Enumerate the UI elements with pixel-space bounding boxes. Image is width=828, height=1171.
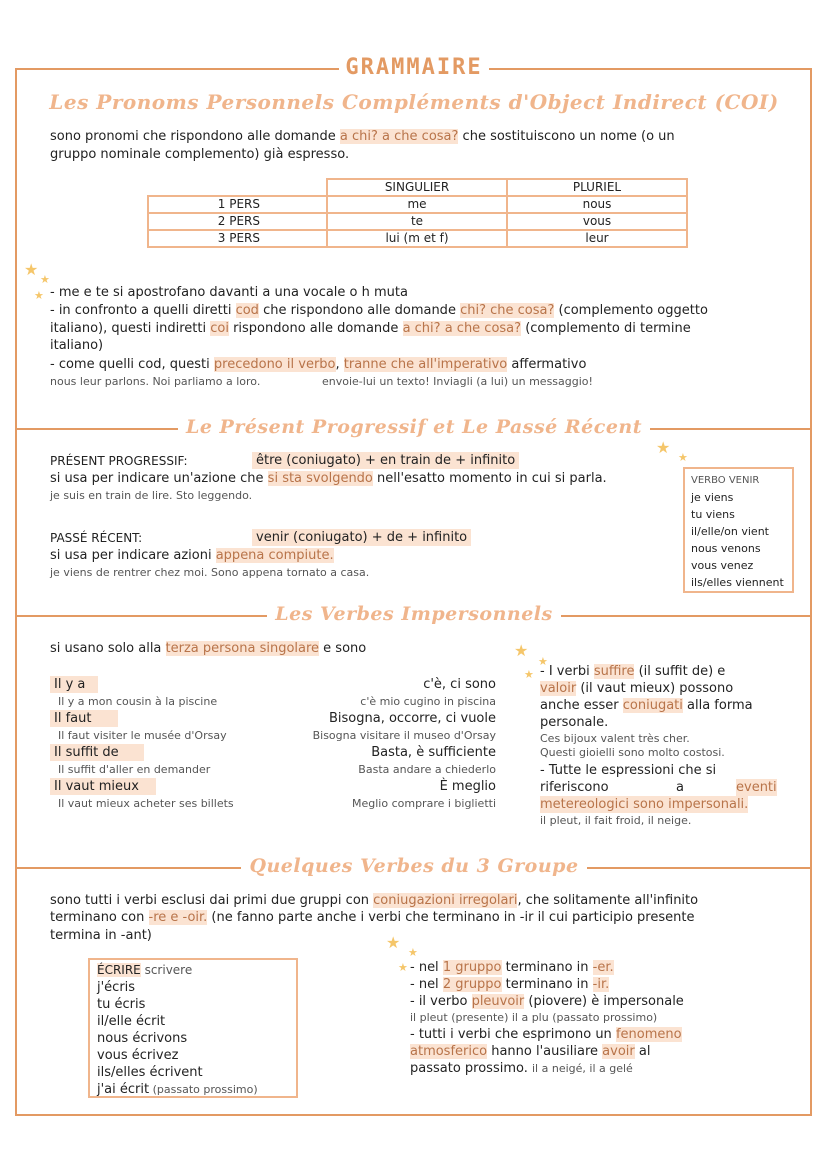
groupe-note-example: il pleut (presente) il a plu (passato prossimo) — [410, 1011, 658, 1024]
impersonal-ex-fr: Il faut visiter le musée d'Orsay — [58, 729, 227, 742]
coi-bullet-2c: italiano) — [50, 338, 104, 353]
impersonal-ex-fr: Il y a mon cousin à la piscine — [58, 695, 218, 708]
coi-example-1: nous leur parlons. Noi parliamo a loro. — [50, 375, 261, 388]
impersonal-note-line: - I verbi suffire (il suffit de) e — [540, 664, 726, 679]
row-pers: 1 PERS — [148, 196, 327, 213]
table-row — [148, 230, 687, 247]
present-progressif-example: je suis en train de lire. Sto leggendo. — [50, 489, 253, 502]
row-pers: 2 PERS — [148, 213, 327, 230]
row-sing: te — [327, 213, 507, 230]
coi-intro-line1: sono pronomi che rispondono alle domande a chi? a che cosa? che sostituiscono un nome (o un — [50, 129, 675, 144]
page-title: GRAMMAIRE — [0, 55, 828, 80]
star-icon: ★ — [386, 933, 401, 952]
groupe3-intro-line1: sono tutti i verbi esclusi dai primi due gruppi con coniugazioni irregolari, che solitamente all'infinito — [50, 893, 699, 908]
ecrire-form: j'écris — [97, 980, 136, 995]
row-sing: lui (m et f) — [327, 230, 507, 247]
star-icon: ★ — [24, 260, 39, 279]
star-icon: ★ — [678, 451, 688, 464]
impersonal-it: È meglio — [439, 779, 496, 794]
section-title-coi: Les Pronoms Personnels Compléments d'Object Indirect (COI) — [0, 90, 828, 114]
section-title-3-groupe: Quelques Verbes du 3 Groupe — [0, 855, 828, 877]
ecrire-title: ÉCRIRE scrivere — [97, 963, 193, 977]
impersonnels-intro: si usano solo alla terza persona singolare e sono — [50, 641, 367, 656]
groupe-note-line: - nel 1 gruppo terminano in -er. — [410, 960, 614, 975]
passe-recent-formula: venir (coniugato) + de + infinito — [252, 529, 471, 546]
groupe3-intro-line2: terminano con -re e -oir. (ne fanno parte anche i verbi che terminano in -ir il cui participio presente — [50, 910, 695, 925]
groupe-note-line: - tutti i verbi che esprimono un fenomeno — [410, 1027, 682, 1042]
groupe-note-line: passato prossimo. il a neigé, il a gelé — [410, 1061, 633, 1076]
venir-form: tu viens — [691, 508, 735, 521]
row-plur: leur — [507, 230, 687, 247]
coi-example-2: envoie-lui un texto! Inviagli (a lui) un messaggio! — [322, 375, 593, 388]
groupe-note-line: - nel 2 gruppo terminano in -ir. — [410, 977, 610, 992]
impersonal-note-line: riferiscono — [540, 780, 609, 795]
present-progressif-formula: être (coniugato) + en train de + infinito — [252, 452, 519, 469]
venir-form: nous venons — [691, 542, 761, 555]
ecrire-conjugation-box — [88, 958, 298, 1098]
impersonal-it: Bisogna, occorre, ci vuole — [328, 711, 496, 726]
star-icon: ★ — [398, 961, 408, 974]
star-icon: ★ — [514, 641, 529, 660]
passe-recent-example: je viens de rentrer chez moi. Sono appena tornato a casa. — [50, 566, 370, 579]
star-icon: ★ — [524, 668, 534, 681]
ecrire-form: il/elle écrit — [97, 1014, 166, 1029]
row-plur: nous — [507, 196, 687, 213]
impersonal-ex-it: Bisogna visitare il museo d'Orsay — [312, 729, 496, 742]
impersonal-fr: Il suffit de — [50, 744, 144, 761]
impersonal-note-word: eventi — [736, 780, 777, 795]
ecrire-form: tu écris — [97, 997, 146, 1012]
passe-recent-desc: si usa per indicare azioni appena compiute. — [50, 548, 334, 563]
header-pluriel: PLURIEL — [507, 179, 687, 196]
present-progressif-desc: si usa per indicare un'azione che si sta svolgendo nell'esatto momento in cui si parla. — [50, 471, 607, 486]
star-icon: ★ — [538, 655, 548, 668]
ecrire-form: nous écrivons — [97, 1031, 188, 1046]
impersonal-note-line: metereologici sono impersonali. — [540, 797, 749, 812]
section-title-impersonnels: Les Verbes Impersonnels — [0, 603, 828, 625]
impersonal-note-line: - Tutte le espressioni che si — [540, 763, 717, 778]
row-sing: me — [327, 196, 507, 213]
impersonal-note-line: valoir (il vaut mieux) possono — [540, 681, 734, 696]
groupe-note-line: - il verbo pleuvoir (piovere) è impersonale — [410, 994, 684, 1009]
table-header-row — [148, 179, 687, 196]
table-row — [148, 196, 687, 213]
impersonal-ex-it: Meglio comprare i biglietti — [352, 797, 496, 810]
venir-form: ils/elles viennent — [691, 576, 784, 589]
ecrire-form: vous écrivez — [97, 1048, 179, 1063]
section-title-progressif: Le Présent Progressif et Le Passé Récent — [0, 416, 828, 438]
impersonal-note-example: il pleut, il fait froid, il neige. — [540, 814, 692, 827]
present-progressif-label: PRÉSENT PROGRESSIF: — [50, 454, 188, 468]
star-icon: ★ — [40, 273, 50, 286]
ecrire-form: j'ai écrit (passato prossimo) — [97, 1082, 258, 1097]
impersonal-note-line: personale. — [540, 715, 609, 730]
star-icon: ★ — [656, 438, 671, 457]
impersonal-ex-it: Basta andare a chiederlo — [358, 763, 496, 776]
impersonal-it: c'è, ci sono — [423, 677, 496, 692]
coi-bullet-2: - in confronto a quelli diretti cod che rispondono alle domande chi? che cosa? (complemento oggetto — [50, 303, 708, 318]
coi-bullet-2b: italiano), questi indiretti coi rispondono alle domande a chi? a che cosa? (complemento di termine — [50, 321, 691, 336]
coi-bullet-1: - me e te si apostrofano davanti a una vocale o h muta — [50, 285, 408, 300]
impersonal-note-example: Ces bijoux valent très cher. — [540, 732, 690, 745]
ecrire-form: ils/elles écrivent — [97, 1065, 203, 1080]
venir-form: vous venez — [691, 559, 754, 572]
venir-title: VERBO VENIR — [691, 475, 760, 486]
venir-form: il/elle/on vient — [691, 525, 769, 538]
impersonal-note-line: anche esser coniugati alla forma — [540, 698, 753, 713]
star-icon: ★ — [408, 946, 418, 959]
impersonal-fr: Il faut — [50, 710, 118, 727]
header-singulier: SINGULIER — [327, 179, 507, 196]
passe-recent-label: PASSÉ RÉCENT: — [50, 531, 143, 545]
impersonal-ex-it: c'è mio cugino in piscina — [360, 695, 496, 708]
venir-conjugation-box — [683, 467, 794, 593]
table-row — [148, 213, 687, 230]
impersonal-it: Basta, è sufficiente — [371, 745, 496, 760]
impersonal-fr: Il vaut mieux — [50, 778, 156, 795]
impersonal-ex-fr: Il vaut mieux acheter ses billets — [58, 797, 234, 810]
groupe-note-line: atmosferico hanno l'ausiliare avoir al — [410, 1044, 651, 1059]
coi-bullet-3: - come quelli cod, questi precedono il verbo, tranne che all'imperativo affermativo — [50, 357, 587, 372]
impersonal-note-word: a — [676, 780, 684, 795]
row-pers: 3 PERS — [148, 230, 327, 247]
groupe3-intro-line3: termina in -ant) — [50, 928, 152, 943]
row-plur: vous — [507, 213, 687, 230]
impersonal-note-example: Questi gioielli sono molto costosi. — [540, 746, 725, 759]
coi-intro-line2: gruppo nominale complemento) già espresso. — [50, 147, 350, 162]
impersonal-ex-fr: Il suffit d'aller en demander — [58, 763, 211, 776]
impersonal-fr: Il y a — [50, 676, 98, 693]
venir-form: je viens — [691, 491, 734, 504]
pronouns-table — [147, 178, 688, 248]
star-icon: ★ — [34, 289, 44, 302]
